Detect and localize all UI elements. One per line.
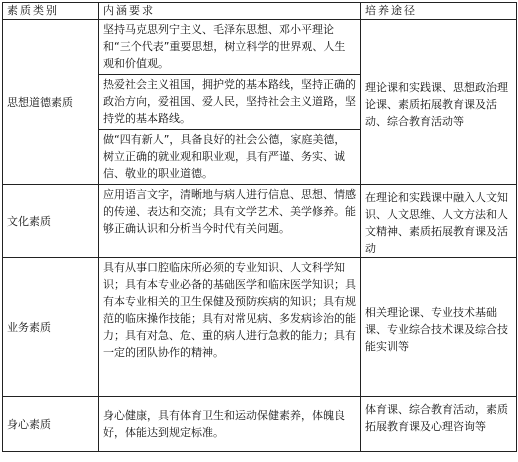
row-path: 理论课和实践课、思想政治理论课、素质拓展教育课及活动、综合教育活动等 — [361, 20, 517, 185]
row-requirement: 身心健康，具有体育卫生和运动保健素养，体魄良好，体能达到规定标准。 — [99, 397, 361, 452]
row-category: 思想道德素质 — [3, 20, 99, 185]
row-path: 体育课、综合教育活动，素质拓展教育课及心理咨询等 — [361, 397, 517, 452]
header-path: 培养途径 — [361, 3, 517, 20]
table-row — [3, 185, 517, 258]
row-category: 文化素质 — [3, 185, 99, 258]
row-category: 身心素质 — [3, 397, 99, 452]
row-requirement: 做“四有新人”，具备良好的社会公德，家庭美德，树立正确的就业观和职业观，具有严谨、务实、诚信、敬业的职业道德。 — [99, 130, 361, 185]
quality-requirements-table — [2, 2, 517, 452]
row-path: 相关理论课、专业技术基础课、专业综合技术课及综合技能实训等 — [361, 258, 517, 397]
header-category: 素质类别 — [3, 3, 99, 20]
row-requirement: 坚持马克思列宁主义、毛泽东思想、邓小平理论和“三个代表”重要思想，树立科学的世界观、人生观和价值观。 — [99, 20, 361, 75]
header-requirements: 内涵要求 — [99, 3, 361, 20]
table-row — [3, 397, 517, 452]
table-header-row — [3, 3, 517, 20]
table-row — [3, 20, 517, 75]
table-row — [3, 258, 517, 397]
row-path: 在理论和实践课中融入人文知识、人文思维、人文方法和人文精神、素质拓展教育课及活动 — [361, 185, 517, 258]
row-requirement: 热爱社会主义祖国，拥护党的基本路线，坚持正确的政治方向，爱祖国、爱人民，坚持社会主义道路，坚持党的基本路线。 — [99, 75, 361, 130]
row-requirement: 具有从事口腔临床所必须的专业知识、人文科学知识；具有本专业必备的基础医学和临床医学知识；具有本专业相关的卫生保健及预防疾病的知识；具有规范的临床操作技能；具有对常见病、多发病诊治的能力；具有对急、危、重的病人进行急救的能力；具有一定的团队协作的精神。 — [99, 258, 361, 397]
row-category: 业务素质 — [3, 258, 99, 397]
row-requirement: 应用语言文字，清晰地与病人进行信息、思想、情感的传递、表达和交流；具有文学艺术、美学修养。能够正确认识和分析当今时代有关问题。 — [99, 185, 361, 258]
